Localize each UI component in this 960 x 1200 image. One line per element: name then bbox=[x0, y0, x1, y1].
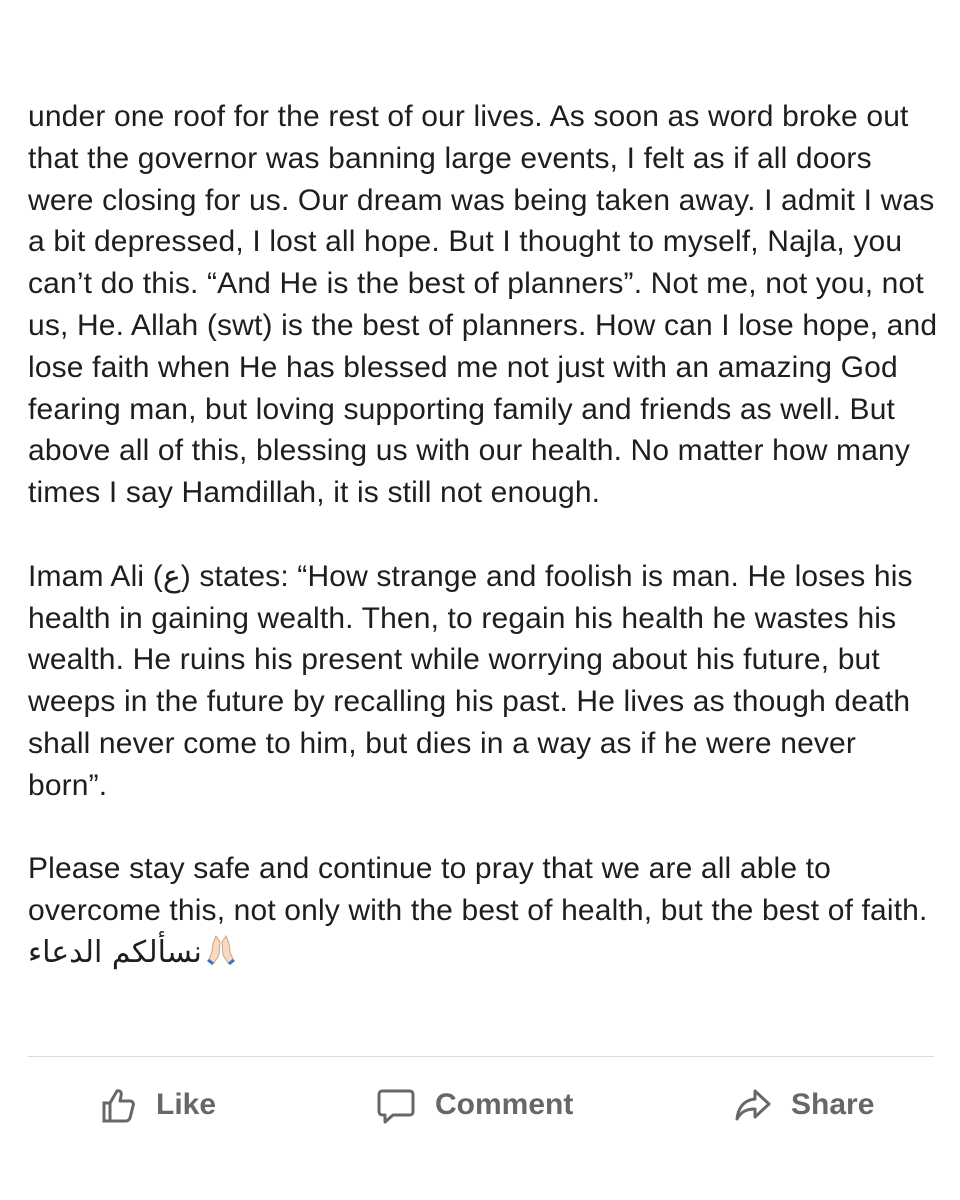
post-paragraph bbox=[28, 848, 940, 977]
like-button[interactable] bbox=[98, 1085, 216, 1125]
post-text bbox=[28, 96, 940, 978]
post-paragraph: under one roof for the rest of our lives. As soon as word broke out that the governor was banning large events, I felt as if all doors were closing for us. Our dream was being taken away. I admit I was a bit depressed, I lost all hope. But I thought to myself, Najla, you can’t do this. “And He is the best of planners”. Not me, not you, not us, He. Allah (swt) is the best of planners. How can I lose hope, and lose faith when He has blessed me not just with an amazing God fearing man, but loving supporting family and friends as well. But above all of this, blessing us with our health. No matter how many times I say Hamdillah, it is still not enough. bbox=[28, 100, 938, 510]
arabic-prayer-request: نسألكم الدعاء bbox=[28, 934, 202, 970]
comment-label: Comment bbox=[435, 1088, 574, 1121]
share-arrow-icon bbox=[733, 1085, 773, 1125]
thumbs-up-icon bbox=[98, 1085, 138, 1125]
post-paragraph: Imam Ali (ع) states: “How strange and foolish is man. He loses his health in gaining wealth. Then, to regain his health he wastes his wealth. He ruins his present while worrying about his future, but weeps in the future by recalling his past. He lives as though death shall never come to him, but dies in a way as if he were never born”. bbox=[28, 559, 913, 802]
praying-hands-icon bbox=[204, 932, 238, 978]
post-action-bar bbox=[0, 1057, 960, 1121]
share-button[interactable] bbox=[733, 1085, 874, 1125]
like-label: Like bbox=[156, 1088, 217, 1121]
share-label: Share bbox=[791, 1088, 875, 1121]
comment-button[interactable] bbox=[375, 1085, 573, 1125]
speech-bubble-icon bbox=[375, 1085, 417, 1125]
post-paragraph-text: Please stay safe and continue to pray that we are all able to overcome this, not only with the best of health, but the best of faith. bbox=[28, 852, 928, 928]
